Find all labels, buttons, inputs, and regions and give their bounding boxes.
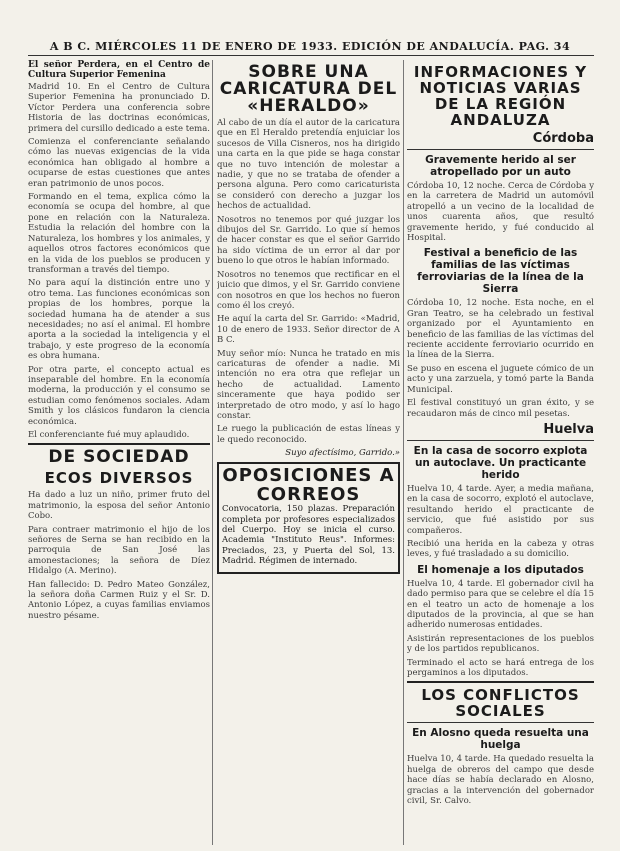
article-headline: Gravemente herido al ser atropellado por un auto	[425, 154, 576, 178]
article-paragraph: Formando en el tema, explica cómo la economía se ocupa del hombre, al que pone en relación con la Naturaleza. Estudia la relación del hombre con la Naturaleza, los hombres y los animales, y aquellos otros factores económicos que en la vida de los pueblos se producen y transforman a través del tiempo.	[28, 192, 210, 275]
article-paragraph: Al cabo de un día el autor de la caricatura que en El Heraldo pretendía enjuiciar los sucesos de Villa Cisneros, nos ha dirigido una carta en la que pide se haga constar que no tuvo intención de molestar a nadie, y que no se trataba de ofender a persona alguna. Pero como caricaturista se consideró con derecho a juzgar los hechos de actualidad.	[217, 118, 400, 212]
article-paragraph: Córdoba 10, 12 noche. Cerca de Córdoba y en la carretera de Madrid un automóvil atropelló a un vecino de la localidad de unos cuarenta años, que resultó gravemente herido, y fué conducido al Hospital.	[407, 181, 594, 244]
article-paragraph: Nosotros no tenemos que rectificar en el juicio que dimos, y el Sr. Garrido conviene con nosotros en que los hechos no fueron como él los creyó.	[217, 269, 400, 311]
city-heading: Córdoba	[532, 131, 594, 146]
article-paragraph: Huelva 10, 4 tarde. Ayer, a media mañana, en la casa de socorro, explotó el autoclave, resultando herido el practicante de servicio, que fué asistido por sus compañeros.	[407, 483, 594, 536]
article-paragraph: Recibió una herida en la cabeza y otras leves, y fué trasladado a su domicilio.	[407, 538, 594, 560]
article-paragraph: Asistirán representaciones de los pueblos y de los partidos republicanos.	[407, 633, 594, 655]
column-middle	[217, 60, 400, 845]
advertisement-title: OPOSICIONES A CORREOS	[222, 465, 395, 506]
article-headline: En Alosno queda resuelta una huelga	[412, 727, 589, 752]
article-paragraph: Huelva 10, 4 tarde. Ha quedado resuelta la huelga de obreros del campo que desde hace días se había declarado en Alosno, gracias a la intervención del gobernador civil, Sr. Calvo.	[407, 754, 594, 807]
section-rule	[407, 149, 594, 150]
article-signature: Suyo afectísimo, Garrido.»	[285, 448, 400, 459]
article-paragraph: Córdoba 10, 12 noche. Esta noche, en el Gran Teatro, se ha celebrado un festival organizado por el Ayuntamiento en beneficio de las familias de las víctimas del reciente accidente ferroviario ocurrido en la línea de la Sierra.	[407, 298, 594, 361]
advertisement-text: Convocatoria, 150 plazas. Preparación completa por profesores especializados del Cuerpo. Hoy se inicia el curso. Academia "Instituto Reus". Informes: Preciados, 23, y Puerta del Sol, 13. Madrid. Régimen de internado.	[222, 504, 395, 567]
column-divider	[212, 60, 213, 845]
article-paragraph: Madrid 10. En el Centro de Cultura Superior Femenina ha pronunciado D. Víctor Perdera una conferencia sobre Historia de las doctrinas económicas, primera del cursillo dedicado a este tema.	[28, 82, 210, 134]
column-divider	[403, 60, 404, 845]
section-subtitle: ECOS DIVERSOS	[44, 469, 194, 488]
section-rule	[28, 443, 210, 445]
section-title: DE SOCIEDAD	[48, 447, 190, 468]
article-paragraph: El festival constituyó un gran éxito, y se recaudaron más de cinco mil pesetas.	[407, 398, 594, 419]
article-paragraph: Le ruego la publicación de estas líneas y le quedo reconocido.	[217, 424, 400, 445]
article-headline: El señor Perdera, en el Centro de Cultura Superior Femenina	[28, 60, 210, 80]
article-paragraph: Han fallecido: D. Pedro Mateo González, la señora doña Carmen Ruiz y el Sr. D. Antonio López, a cuyas familias enviamos nuestro pésame.	[28, 579, 210, 621]
article-paragraph: Ha dado a luz un niño, primer fruto del matrimonio, la esposa del señor Antonio Cobo.	[28, 490, 210, 522]
article-paragraph: Huelva 10, 4 tarde. El gobernador civil ha dado permiso para que se celebre el día 15 en el teatro un acto de homenaje a los diputados de la provincia, al que se han adherido numerosas entidades.	[407, 578, 594, 631]
column-right	[407, 60, 594, 845]
article-paragraph: Se puso en escena el juguete cómico de un acto y una zarzuela, y tomó parte la Banda Municipal.	[407, 363, 594, 395]
article-headline: Festival a beneficio de las familias de las víctimas ferroviarias de la línea de la Sierra	[417, 247, 584, 296]
article-paragraph: No para aquí la distinción entre uno y otro tema. Las funciones económicas son propias de los hombres, porque la sociedad humana ha de atender a sus necesidades; no así el animal. El hombre aporta a la sociedad la inteligencia y el trabajo, y este progreso de la economía es obra humana.	[28, 278, 210, 362]
article-paragraph: Comienza el conferenciante señalando cómo las nuevas exigencias de la vida económica han obligado al hombre a ocuparse de estas cuestiones que antes eran patrimonio de unos pocos.	[28, 137, 210, 189]
article-paragraph: He aquí la carta del Sr. Garrido: «Madrid, 10 de enero de 1933. Señor director de A B C.	[217, 314, 400, 346]
article-paragraph: Muy señor mío: Nunca he tratado en mis caricaturas de ofender a nadie. Mi intención no era otra que reflejar un hecho de actualidad. Lamento sinceramente que haya podido ser interpretado de otro modo, y así lo hago constar.	[217, 348, 400, 421]
article-title: SOBRE UNA CARICATURA DEL «HERALDO»	[219, 62, 398, 116]
article-headline: En la casa de socorro explota un autoclave. Un practicante herido	[413, 444, 588, 481]
article-paragraph: Por otra parte, el concepto actual es inseparable del hombre. En la economía moderna, la producción y el consumo se estudian como fenómenos sociales. Adam Smith y los clásicos fundaron la ciencia económica.	[28, 364, 210, 427]
city-heading: Huelva	[543, 421, 594, 437]
advertisement-box	[217, 462, 400, 573]
article-headline: El homenaje a los diputados	[417, 563, 584, 576]
column-left	[28, 60, 210, 845]
article-paragraph: Terminado el acto se hará entrega de los pergaminos a los diputados.	[407, 657, 594, 678]
article-paragraph: Para contraer matrimonio el hijo de los señores de Serna se han recibido en la parroquia de San José las amonestaciones; la señora de Díez Hidalgo (A. Merino).	[28, 524, 210, 577]
header-rule	[28, 55, 594, 56]
article-paragraph: El conferenciante fué muy aplaudido.	[28, 430, 190, 440]
page-header: A B C. MIÉRCOLES 11 DE ENERO DE 1933. EDICIÓN DE ANDALUCÍA. PAG. 34	[49, 40, 571, 53]
section-rule	[407, 722, 594, 723]
section-title: LOS CONFLICTOS SOCIALES	[421, 686, 580, 721]
section-rule	[407, 681, 594, 683]
section-rule	[407, 440, 594, 441]
article-paragraph: Nosotros no tenemos por qué juzgar los dibujos del Sr. Garrido. Lo que sí hemos de hacer constar es que el señor Garrido ha sido víctima de un error al dar por bueno lo que otros le habían informado.	[217, 214, 400, 267]
section-title: INFORMACIONES Y NOTICIAS VARIAS DE LA REGIÓN ANDALUZA	[413, 63, 588, 129]
